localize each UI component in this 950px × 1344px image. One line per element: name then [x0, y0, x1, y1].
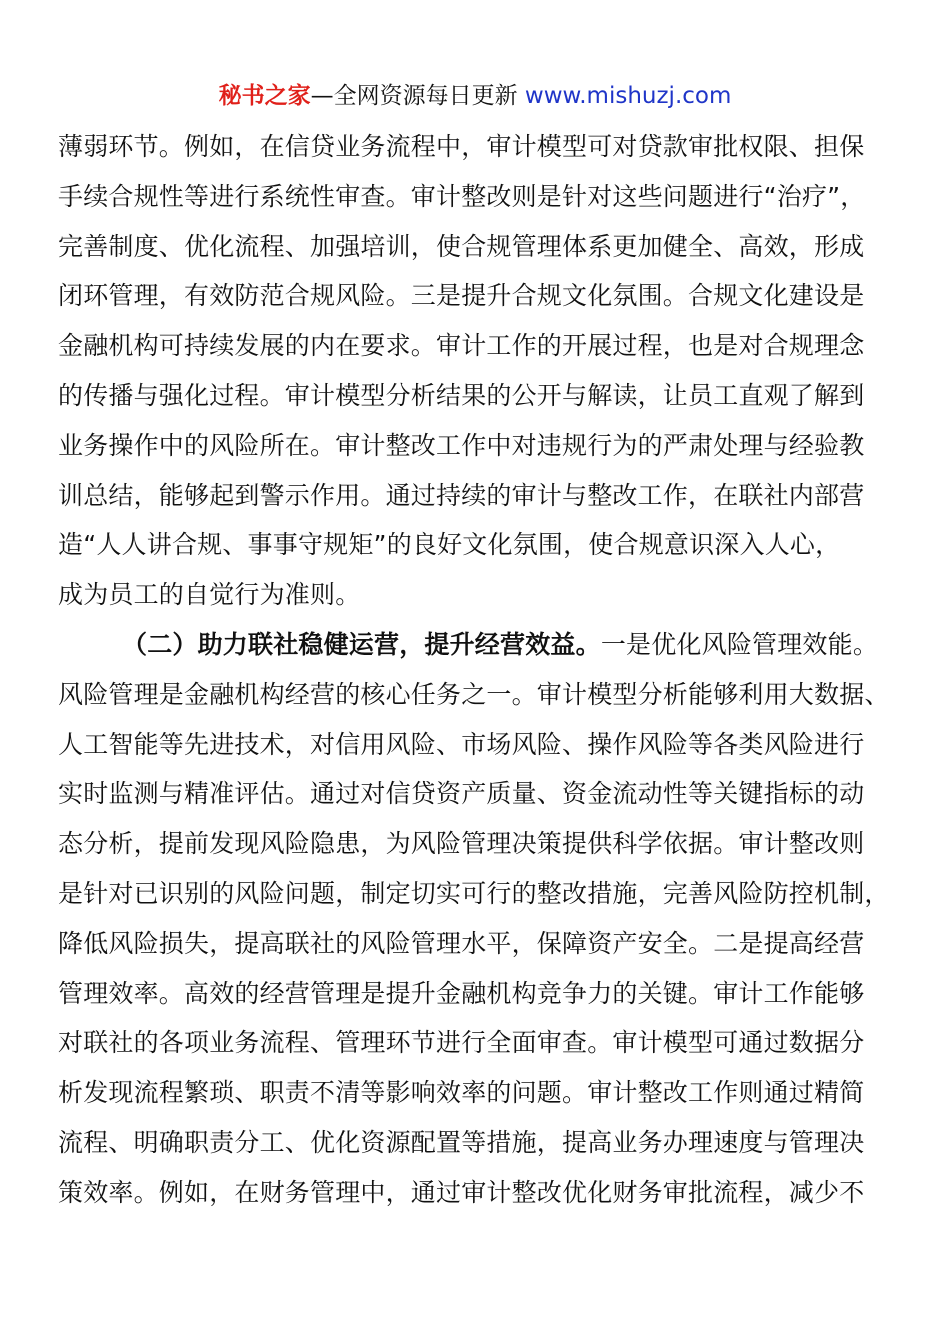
text-line: 人工智能等先进技术，对信用风险、市场风险、操作风险等各类风险进行 [58, 729, 865, 759]
text-line: 完善制度、优化流程、加强培训，使合规管理体系更加健全、高效，形成 [58, 231, 865, 261]
watermark-header [0, 80, 950, 112]
header-slogan: —全网资源每日更新 [310, 83, 525, 109]
site-link[interactable]: www.mishuzj.com [524, 83, 732, 109]
text-line: 金融机构可持续发展的内在要求。审计工作的开展过程，也是对合规理念 [58, 331, 865, 361]
text-line: 的传播与强化过程。审计模型分析结果的公开与解读，让员工直观了解到 [58, 380, 865, 410]
section-heading-line [58, 620, 892, 670]
text-line: 实时监测与精准评估。通过对信贷资产质量、资金流动性等关键指标的动 [58, 779, 865, 809]
text-line: 造“人人讲合规、事事守规矩”的良好文化氛围，使合规意识深入人心， [58, 530, 841, 560]
text-line: 闭环管理，有效防范合规风险。三是提升合规文化氛围。合规文化建设是 [58, 281, 865, 311]
text-line: 析发现流程繁琐、职责不清等影响效率的问题。审计整改工作则通过精简 [58, 1078, 865, 1108]
text-line: 手续合规性等进行系统性审查。审计整改则是针对这些问题进行“治疗”， [58, 181, 866, 211]
text-line: 对联社的各项业务流程、管理环节进行全面审查。审计模型可通过数据分 [58, 1028, 865, 1058]
text-line: 成为员工的自觉行为准则。 [58, 580, 361, 610]
text-line: 策效率。例如，在财务管理中，通过审计整改优化财务审批流程，减少不 [58, 1177, 865, 1207]
text-line: 训总结，能够起到警示作用。通过持续的审计与整改工作，在联社内部营 [58, 480, 865, 510]
section-heading: （二）助力联社稳健运营，提升经营效益。 [122, 629, 601, 659]
section-heading-continuation: 一是优化风险管理效能。 [600, 629, 879, 659]
document-body [58, 122, 892, 1218]
text-line: 业务操作中的风险所在。审计整改工作中对违规行为的严肃处理与经验教 [58, 430, 865, 460]
text-line: 流程、明确职责分工、优化资源配置等措施，提高业务办理速度与管理决 [58, 1127, 865, 1157]
text-line: 管理效率。高效的经营管理是提升金融机构竞争力的关键。审计工作能够 [58, 978, 865, 1008]
text-line: 是针对已识别的风险问题，制定切实可行的整改措施，完善风险防控机制， [58, 878, 890, 908]
brand-name: 秘书之家 [218, 83, 311, 109]
text-line: 薄弱环节。例如，在信贷业务流程中，审计模型可对贷款审批权限、担保 [58, 132, 865, 161]
text-line: 降低风险损失，提高联社的风险管理水平，保障资产安全。二是提高经营 [58, 928, 865, 958]
text-line: 态分析，提前发现风险隐患，为风险管理决策提供科学依据。审计整改则 [58, 829, 865, 859]
text-line: 风险管理是金融机构经营的核心任务之一。审计模型分析能够利用大数据、 [58, 679, 890, 709]
